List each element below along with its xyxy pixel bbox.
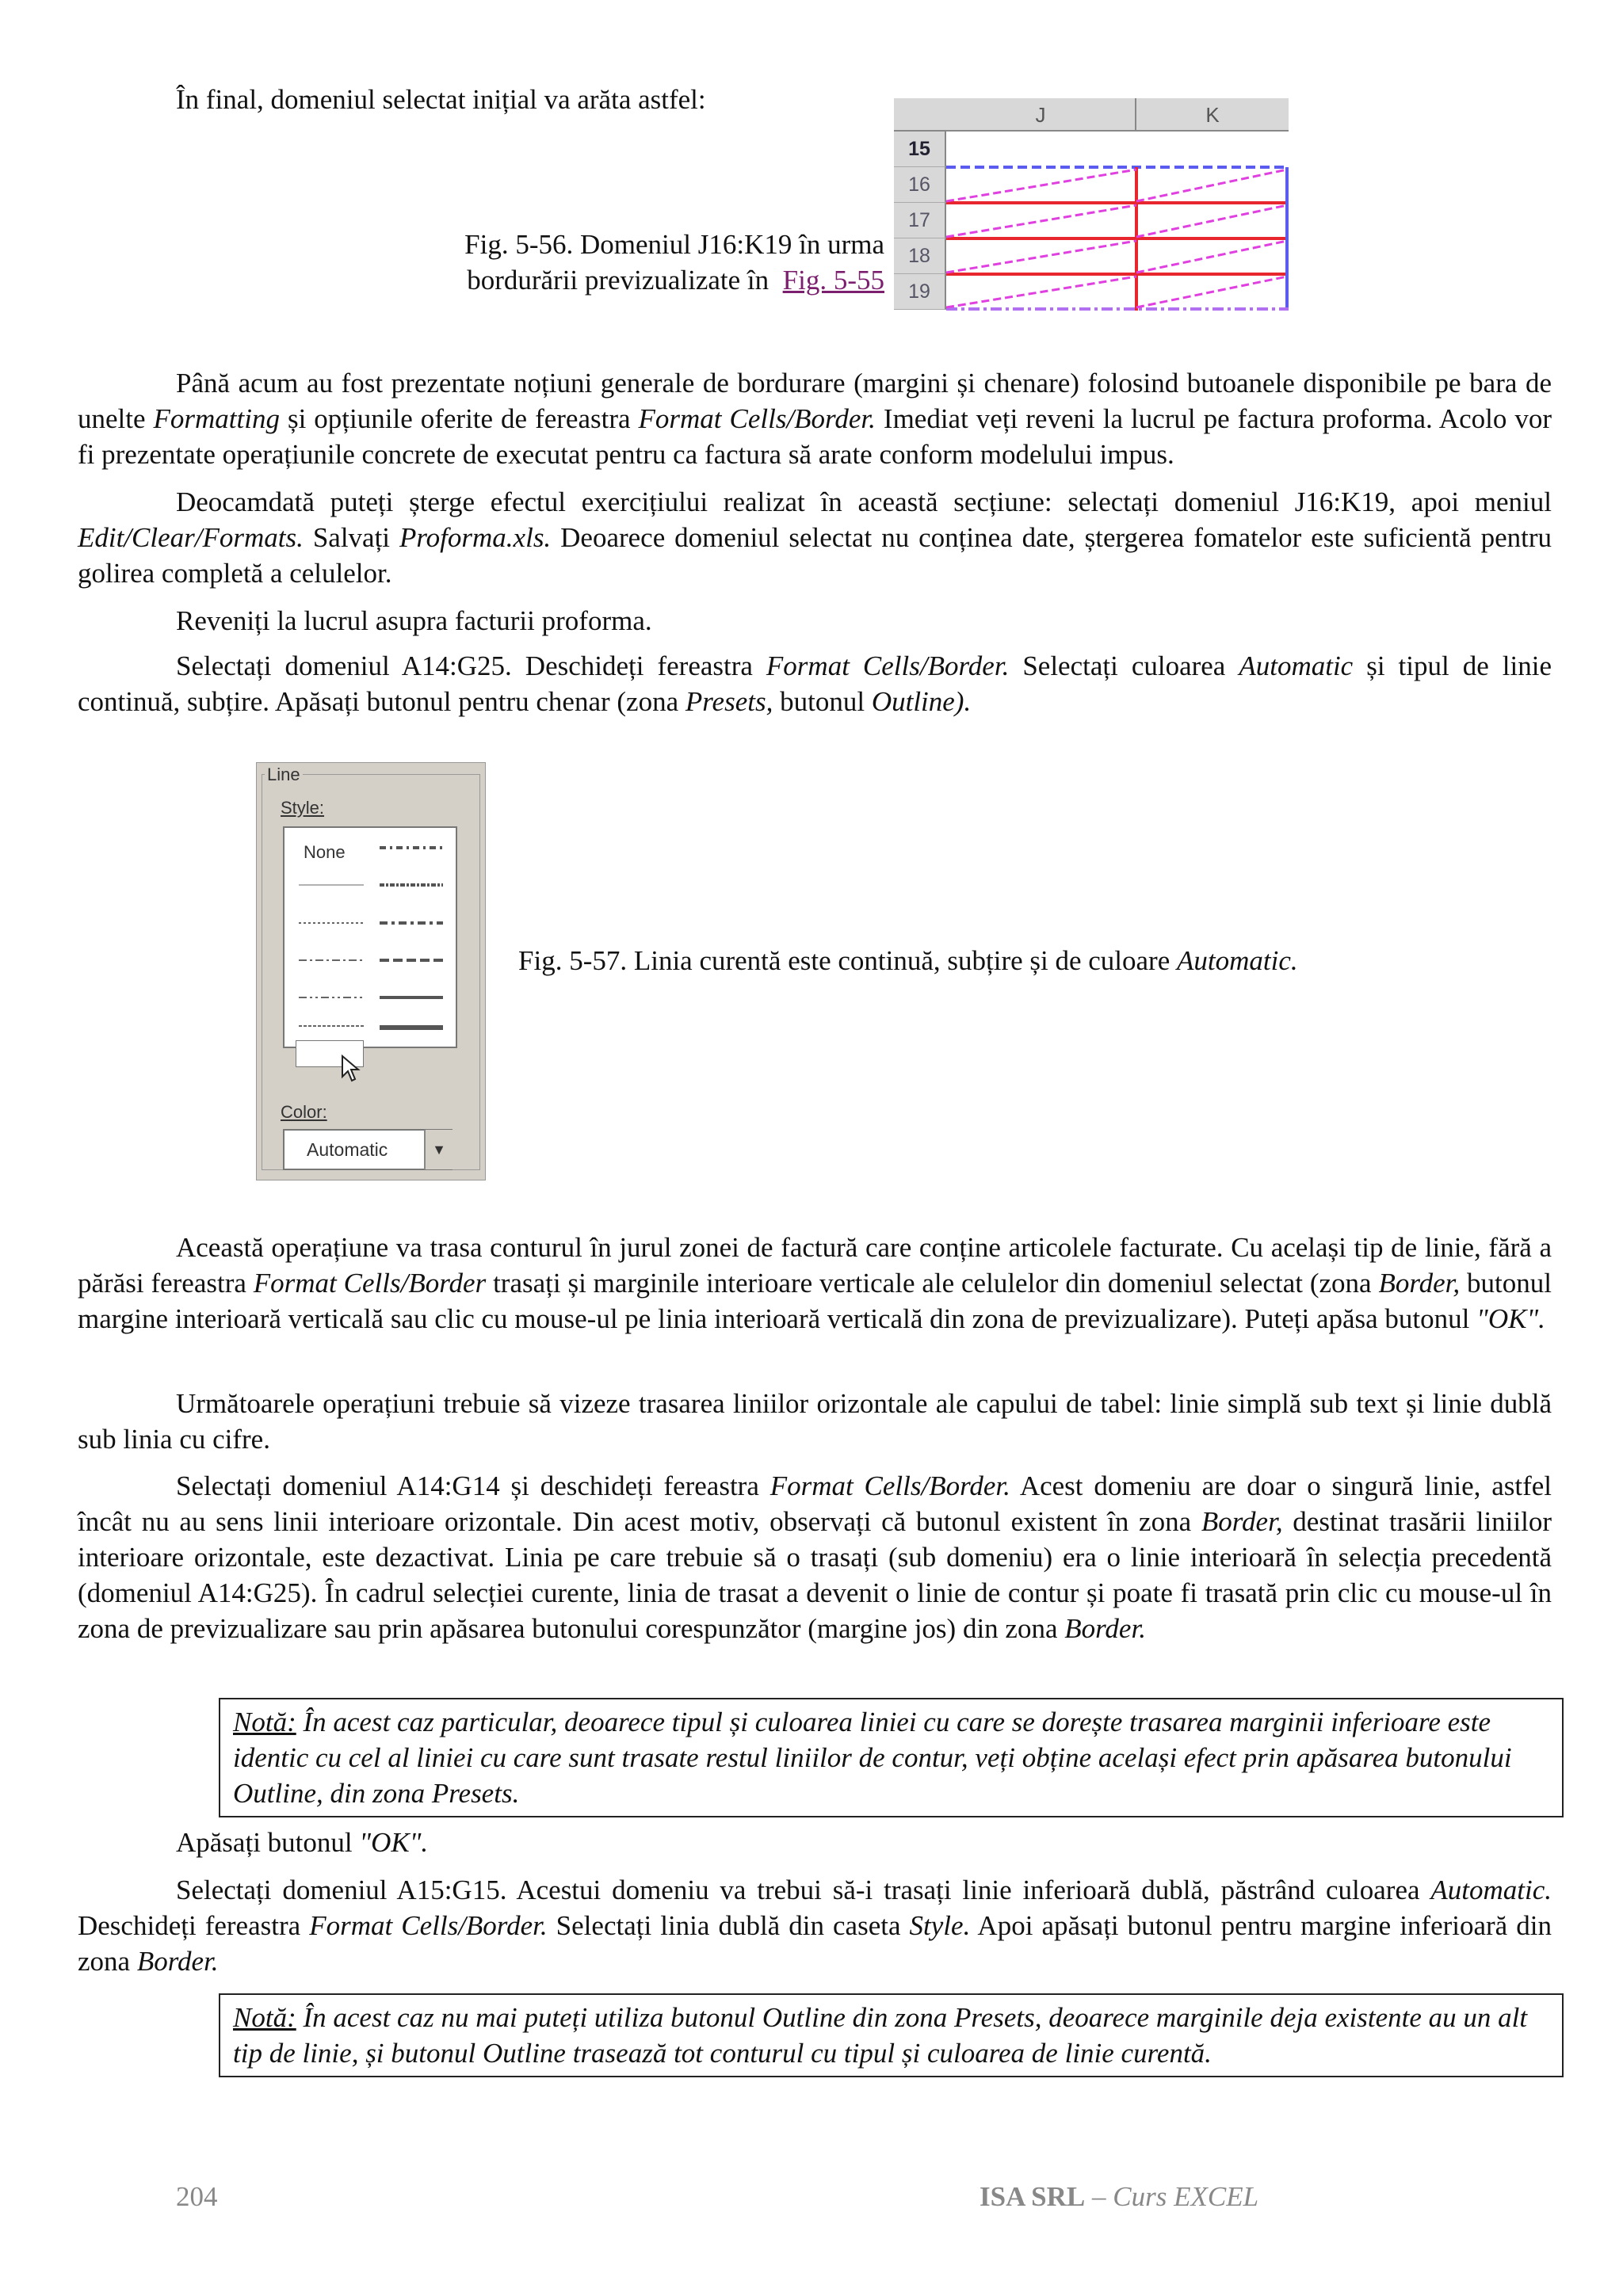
- footer-title: [980, 2181, 1258, 2213]
- intro-text: În final, domeniul selectat inițial va arăta astfel:: [176, 84, 706, 115]
- left-column-styles: [299, 885, 364, 1026]
- p5-text-a: Această operațiune va trasa conturul în jurul zonei de factură care conține articolele facturate. Cu același tip de linie, fără a părăsi fereastra: [78, 1232, 1552, 1299]
- right-column-styles: [380, 848, 443, 1028]
- p9-text-g: Apoi apăsați butonul pentru margine inferioară din zona: [78, 1910, 1552, 1977]
- note2-label: Notă:: [233, 2002, 296, 2033]
- p5-text-e: butonul margine interioară verticală sau clic cu mouse-ul pe linia interioară verticală din zona de previzualizare). Puteți apăsa butonul: [78, 1268, 1552, 1334]
- figure-5-57-caption: [518, 943, 1298, 978]
- row-header-15: 15: [894, 132, 946, 167]
- note1-label: Notă:: [233, 1707, 296, 1737]
- p1-text-b: Formatting: [153, 403, 280, 434]
- column-header-k: K: [1136, 98, 1289, 132]
- p2-text-c: Salvați: [303, 522, 399, 553]
- paragraph-5: [78, 1230, 1552, 1337]
- p7-text-c: Acest domeniu are doar o singură linie, astfel încât nu au sens linii interioare orizontale. Din acest motiv, observați că butonul existent în zona: [78, 1470, 1552, 1537]
- paragraph-8: [78, 1825, 1552, 1860]
- p9-text-h: Border.: [136, 1946, 219, 1977]
- p4-text-g: butonul: [773, 686, 872, 717]
- paragraph-4: [78, 648, 1552, 719]
- paragraph-9: [78, 1872, 1552, 1979]
- line-style-none[interactable]: None: [304, 842, 346, 862]
- caption-text: bordurării previzualizate în: [467, 265, 769, 296]
- p2-text-b: Edit/Clear/Formats.: [78, 522, 304, 553]
- p4-text-h: Outline).: [871, 686, 972, 717]
- footer-company: ISA SRL: [980, 2181, 1086, 2212]
- fig57-caption-italic: Automatic.: [1177, 945, 1298, 976]
- p4-text-c: Selectați culoarea: [1009, 650, 1239, 681]
- p7-text-b: Format Cells/Border.: [769, 1470, 1010, 1501]
- p9-text-d: Format Cells/Border.: [309, 1910, 548, 1941]
- p8-text-b: "OK".: [359, 1827, 429, 1858]
- figure-5-56-caption-line2: [425, 262, 884, 298]
- p7-text-f: Border.: [1064, 1613, 1146, 1644]
- line-group-label: Line: [265, 765, 303, 785]
- color-select[interactable]: Automatic: [283, 1129, 453, 1170]
- mouse-cursor-icon: [341, 1055, 365, 1083]
- paragraph-1: [78, 365, 1552, 472]
- paragraph-2: [78, 484, 1552, 591]
- note-box-1: [219, 1698, 1564, 1817]
- p7-text-e: destinat trasării liniilor interioare orizontale, este dezactivat. Linia pe care trebuie să o trasați (sub domeniu) era o linie interioară în selecția precedentă (domeniul A14:G25). În cadrul selecției curente, linia de trasat a devenit o linie de contur și poate fi trasată prin clic cu mouse-ul în zona de previzualizare sau prin apăsarea butonului corespunzător (margine jos) din zona: [78, 1506, 1552, 1644]
- row-header-17: 17: [894, 203, 946, 238]
- note1-text: În acest caz particular, deoarece tipul și culoarea liniei cu care se dorește trasarea marginii inferioare este identic cu cel al liniei cu care sunt trasate restul liniilor de contur, veți obține același efect prin apăsarea butonului Outline, din zona Presets.: [233, 1707, 1512, 1809]
- line-style-samples[interactable]: [285, 828, 456, 1047]
- p5-text-d: Border,: [1378, 1268, 1461, 1299]
- corner-header: [894, 98, 946, 132]
- paragraph-6: [78, 1386, 1552, 1457]
- paragraph-7: [78, 1468, 1552, 1646]
- row-header-16: 16: [894, 167, 946, 203]
- p1-text-c: și opțiunile oferite de fereastra: [279, 403, 639, 434]
- fig57-caption-text: Fig. 5-57. Linia curentă este continuă, subțire și de culoare: [518, 945, 1177, 976]
- p9-text-a: Selectați domeniul A15:G15. Acestui domeniu va trebui să-i trasați linie inferioară dublă, păstrând culoarea: [176, 1875, 1431, 1905]
- figure-5-57-line-dialog: [256, 762, 486, 1180]
- p7-text-a: Selectați domeniul A14:G14 și deschideți fereastra: [176, 1470, 770, 1501]
- row-header-19: 19: [894, 274, 946, 310]
- figure-5-56-spreadsheet: [894, 98, 1289, 311]
- p9-text-e: Selectați linia dublă din caseta: [547, 1910, 910, 1941]
- p5-text-c: trasați și marginile interioare verticale ale celulelor din domeniul selectat (zona: [486, 1268, 1379, 1299]
- p4-text-d: Automatic: [1239, 650, 1354, 681]
- p4-text-b: Format Cells/Border.: [766, 650, 1010, 681]
- note2-text: În acest caz nu mai puteți utiliza butonul Outline din zona Presets, deoarece marginile deja existente au un alt tip de linie, și butonul Outline trasează tot conturul cu tipul și culoarea de linie curentă.: [233, 2002, 1528, 2069]
- style-label: Style:: [281, 798, 325, 818]
- page-number: 204: [176, 2181, 218, 2212]
- chevron-down-icon[interactable]: ▼: [424, 1130, 453, 1169]
- figure-5-55-link[interactable]: Fig. 5-55: [782, 265, 884, 296]
- footer-dash: –: [1085, 2181, 1113, 2212]
- row-header-18: 18: [894, 238, 946, 274]
- note-box-2: [219, 1993, 1564, 2077]
- p2-text-a: Deocamdată puteți șterge efectul exercițiului realizat în această secțiune: selectați domeniul J16:K19, apoi meniul: [176, 486, 1552, 517]
- p4-text-a: Selectați domeniul A14:G25. Deschideți fereastra: [176, 650, 766, 681]
- p1-text-d: Format Cells/Border.: [638, 403, 876, 434]
- p2-text-d: Proforma.xls.: [399, 522, 552, 553]
- color-label: Color:: [281, 1102, 327, 1122]
- line-style-list: [283, 826, 457, 1048]
- p4-text-e: și tipul de linie continuă, subțire. Apăsați butonul pentru chenar (zona: [78, 650, 1552, 717]
- p9-text-b: Automatic.: [1430, 1875, 1552, 1905]
- footer-course: Curs EXCEL: [1113, 2181, 1259, 2212]
- p5-text-f: "OK".: [1476, 1303, 1545, 1334]
- p3-text: Reveniți la lucrul asupra facturii proforma.: [176, 605, 652, 636]
- figure-5-56-caption-line1: Fig. 5-56. Domeniul J16:K19 în urma: [464, 229, 884, 260]
- p9-text-f: Style.: [909, 1910, 971, 1941]
- p5-text-b: Format Cells/Border: [253, 1268, 487, 1299]
- p6-text: Următoarele operațiuni trebuie să vizeze trasarea liniilor orizontale ale capului de tabel: linie simplă sub text și linie dublă sub linia cu cifre.: [78, 1388, 1552, 1455]
- p1-text-e: Imediat veți reveni la lucrul pe factura proforma. Acolo vor fi prezentate operațiunile concrete de executat pentru ca factura să arate conform modelului impus.: [78, 403, 1552, 470]
- p9-text-c: Deschideți fereastra: [78, 1910, 310, 1941]
- column-header-j: J: [946, 98, 1136, 132]
- p4-text-f: Presets,: [685, 686, 773, 717]
- p2-text-e: Deoarece domeniul selectat nu conținea date, ștergerea fomatelor este suficientă pentru golirea completă a celulelor.: [78, 522, 1552, 589]
- p8-text-a: Apăsați butonul: [176, 1827, 360, 1858]
- paragraph-3: [78, 603, 1552, 639]
- border-preview-lines: [946, 132, 1289, 311]
- p7-text-d: Border,: [1201, 1506, 1283, 1537]
- p1-text-a: Până acum au fost prezentate noțiuni generale de bordurare (margini și chenare) folosind butoanele disponibile pe bara de unelte: [78, 368, 1552, 434]
